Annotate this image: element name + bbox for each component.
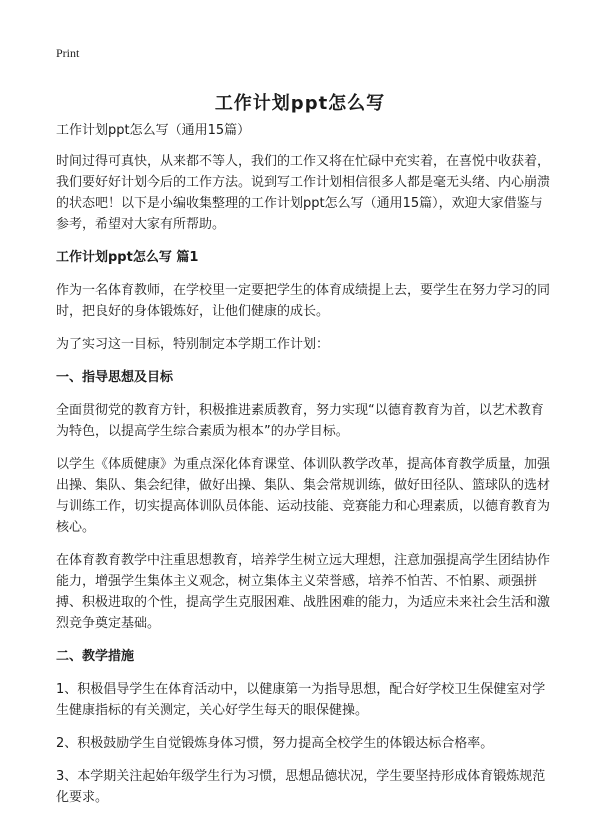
paragraph: 以学生《体质健康》为重点深化体育课堂、体训队教学改革，提高体育教学质量，加强出操、集队、集会纪律，做好出操、集队、集会常规训练，做好田径队、篮球队的选材与训练工作，切实提高体训队员体能、运动技能、竞赛能力和心理素质，以德育教育为核心。 (56, 457, 551, 535)
print-link[interactable]: Print (56, 46, 80, 60)
section-heading: 二、教学措施 (56, 649, 135, 664)
page-title: 工作计划ppt怎么写 (214, 93, 386, 115)
section-heading: 一、指导思想及目标 (56, 370, 174, 385)
section-heading: 工作计划ppt怎么写 篇1 (56, 250, 199, 265)
list-item: 1、积极倡导学生在体育活动中，以健康第一为指导思想，配合好学校卫生保健室对学生健康指标的有关测定，关心好学生每天的眼保健操。 (56, 682, 546, 718)
paragraph: 作为一名体育教师，在学校里一定要把学生的体育成绩提上去，要学生在努力学习的同时，把良好的身体锻炼好，让他们健康的成长。 (56, 283, 551, 319)
intro-paragraph: 时间过得可真快，从来都不等人，我们的工作又将在忙碌中充实着，在喜悦中收获着，我们要好好计划今后的工作方法。说到写工作计划相信很多人都是毫无头绪、内心崩溃的状态吧！以下是小编收集整理的工作计划ppt怎么写（通用15篇），欢迎大家借鉴与参考，希望对大家有所帮助。 (56, 154, 551, 232)
list-item: 3、本学期关注起始年级学生行为习惯，思想品德状况，学生要坚持形成体育锻炼规范化要求。 (56, 769, 546, 805)
paragraph: 在体育教育教学中注重思想教育，培养学生树立远大理想，注意加强提高学生团结协作能力，增强学生集体主义观念，树立集体主义荣誉感，培养不怕苦、不怕累、顽强拼搏、积极进取的个性，提高学生克服困难、战胜困难的能力，为适应未来社会生活和激烈竞争奠定基础。 (56, 553, 551, 631)
document-body (56, 120, 552, 820)
paragraph: 全面贯彻党的教育方针，积极推进素质教育，努力实现“以德育教育为首，以艺术教育为特色，以提高学生综合素质为根本”的办学目标。 (56, 403, 544, 439)
list-item: 2、积极鼓励学生自觉锻炼身体习惯，努力提高全校学生的体锻达标合格率。 (56, 736, 494, 751)
document-subtitle: 工作计划ppt怎么写（通用15篇） (56, 123, 251, 138)
paragraph: 为了实习这一目标，特别制定本学期工作计划： (56, 337, 330, 352)
